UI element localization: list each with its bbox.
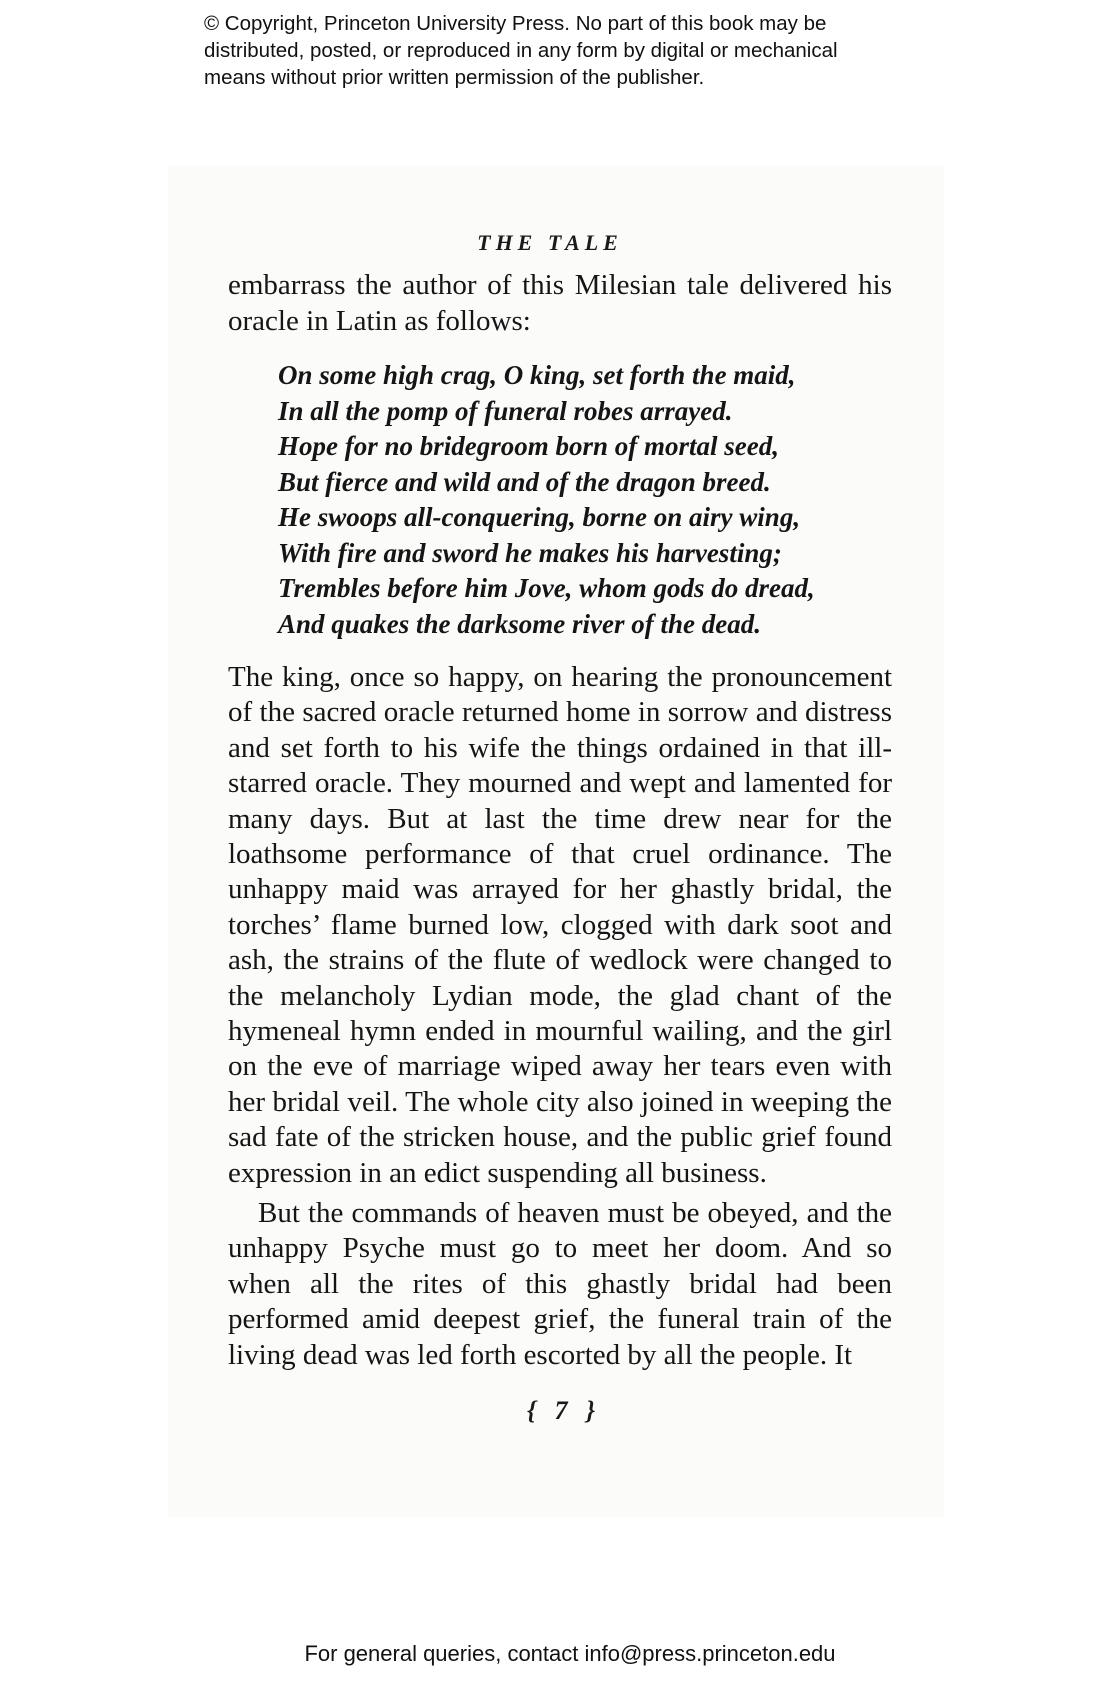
body-paragraph: But the commands of heaven must be obeyed, and the unhappy Psyche must go to meet her doom. And so when all the rites of this ghastly bridal had been performed amid deepest grief, the funeral train of the living dead was led forth escorted by all the people. It	[228, 1197, 892, 1371]
contact-footer: For general queries, contact info@press.princeton.edu	[304, 1641, 836, 1666]
running-head: THE TALE	[477, 230, 623, 255]
verse-line: Trembles before him Jove, whom gods do dread,	[278, 573, 815, 603]
copyright-line: © Copyright, Princeton University Press. No part of this book may be	[204, 12, 827, 35]
intro-line: oracle in Latin as follows:	[228, 304, 531, 337]
page-number: { 7 }	[526, 1396, 602, 1425]
verse-line: He swoops all-conquering, borne on airy wing,	[278, 502, 801, 532]
verse-line: On some high crag, O king, set forth the maid,	[278, 360, 796, 390]
oracle-verse	[278, 358, 898, 642]
body-paragraph: The king, once so happy, on hearing the pronouncement of the sacred oracle returned home in sorrow and distress and set forth to his wife the things ordained in that ill-starred oracle. They mourned and wept and lamented for many days. But at last the time drew near for the loathsome performance of that cruel ordinance. The unhappy maid was arrayed for her ghastly bridal, the torches’ flame burned low, clogged with dark soot and ash, the strains of the flute of wedlock were changed to the melancholy Lydian mode, the glad chant of the hymeneal hymn ended in mournful wailing, and the girl on the eve of marriage wiped away her tears even with her bridal veil. The whole city also joined in weeping the sad fate of the stricken house, and the public grief found expression in an edict suspending all business.	[228, 661, 892, 1189]
verse-line: In all the pomp of funeral robes arrayed.	[278, 395, 733, 426]
verse-line: But fierce and wild and of the dragon breed.	[278, 466, 771, 497]
copyright-line: distributed, posted, or reproduced in any form by digital or mechanical	[204, 39, 838, 62]
copyright-notice	[204, 10, 924, 91]
intro-line: embarrass the author of this Milesian tale delivered his	[228, 269, 892, 301]
verse-line: With fire and sword he makes his harvesting;	[278, 537, 782, 568]
verse-line: Hope for no bridegroom born of mortal seed,	[278, 431, 780, 461]
intro-text	[228, 268, 892, 339]
verse-line: And quakes the darksome river of the dead.	[278, 608, 761, 639]
copyright-line: means without prior written permission of the publisher.	[204, 66, 705, 89]
